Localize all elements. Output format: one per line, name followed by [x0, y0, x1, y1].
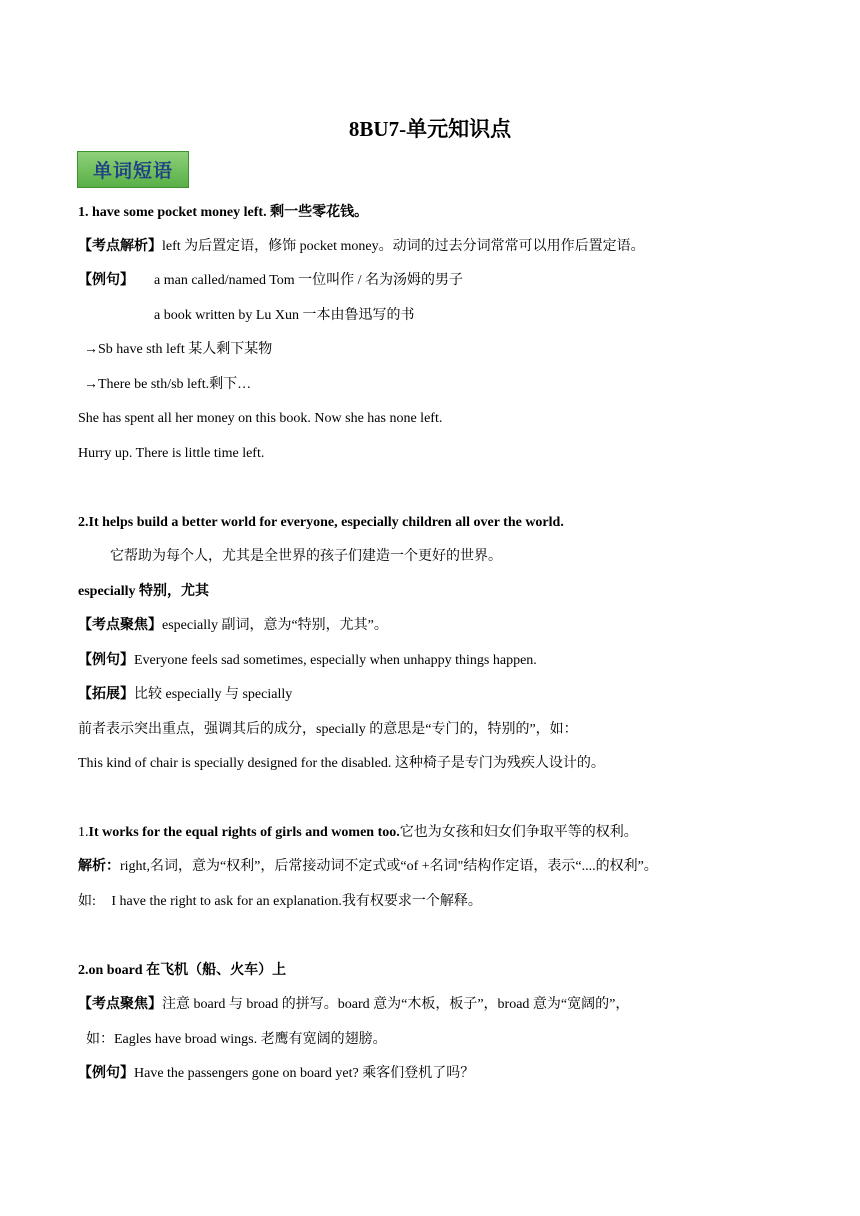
page-title: 8BU7-单元知识点 — [348, 117, 512, 141]
s4-focus-text: 注意 board 与 broad 的拼写。board 意为“木板，板子”，broad 意为“宽阔的”， — [162, 997, 630, 1012]
section-badge: 单词短语 — [77, 151, 189, 188]
s4-example — [78, 1065, 778, 1083]
s3-heading-bold: It works for the equal rights of girls and women too. — [88, 825, 400, 840]
s2-sample: This kind of chair is specially designed for the disabled. 这种椅子是专门为残疾人设计的。 — [78, 756, 605, 771]
s2-example-label: 【例句】 — [78, 653, 134, 668]
s2-focus — [78, 617, 778, 635]
s1-analysis-text: left 为后置定语，修饰 pocket money。动词的过去分词常常可以用作后置定语。 — [162, 239, 645, 254]
s2-example — [78, 652, 778, 670]
s3-analysis — [78, 858, 778, 876]
s3-heading — [78, 824, 778, 842]
s2-focus-label: 【考点聚焦】 — [78, 618, 162, 633]
s2-heading: 2.It helps build a better world for everyone, especially children all over the world. — [78, 515, 564, 530]
s1-sentence2: Hurry up. There is little time left. — [78, 446, 265, 461]
s2-extend-label: 【拓展】 — [78, 687, 134, 702]
s4-example-inline: 如：Eagles have broad wings. 老鹰有宽阔的翅膀。 — [86, 1032, 387, 1047]
s1-example1: a man called/named Tom 一位叫作 / 名为汤姆的男子 — [154, 273, 464, 288]
s1-analysis-label: 【考点解析】 — [78, 239, 162, 254]
s2-extend — [78, 686, 778, 704]
s2-word: especially 特别，尤其 — [78, 584, 210, 599]
s1-arrow2: →There be sth/sb left.剩下… — [84, 377, 252, 392]
s4-example-text: Have the passengers gone on board yet? 乘客们登机了吗？ — [134, 1066, 475, 1081]
s2-example-text: Everyone feels sad sometimes, especially when unhappy things happen. — [134, 653, 537, 668]
s1-example2: a book written by Lu Xun 一本由鲁迅写的书 — [154, 308, 415, 323]
s1-heading: 1. have some pocket money left. 剩一些零花钱。 — [78, 205, 369, 220]
s3-example — [78, 893, 778, 911]
s1-example-label: 【例句】 — [78, 273, 134, 288]
s4-focus — [78, 996, 778, 1014]
s3-num: 1. — [78, 825, 89, 840]
s4-heading: 2.on board 在飞机（船、火车）上 — [78, 963, 287, 978]
s2-translation: 它帮助为每个人，尤其是全世界的孩子们建造一个更好的世界。 — [110, 549, 502, 564]
s2-extend-text: 比较 especially 与 specially — [134, 687, 293, 702]
s3-analysis-text: right,名词，意为“权利”，后常接动词不定式或“of +名词"结构作定语，表示“....的权利”。 — [120, 859, 658, 874]
s2-focus-text: especially 副词，意为“特别，尤其”。 — [162, 618, 388, 633]
s1-arrow1: →Sb have sth left 某人剩下某物 — [84, 342, 273, 357]
s1-example-row — [78, 272, 778, 290]
s3-example-text: I have the right to ask for an explanation.我有权要求一个解释。 — [111, 894, 482, 909]
s4-example-label: 【例句】 — [78, 1066, 134, 1081]
s3-analysis-label: 解析： — [78, 859, 120, 874]
s4-focus-label: 【考点聚焦】 — [78, 997, 162, 1012]
s3-heading-cn: 它也为女孩和妇女们争取平等的权利。 — [399, 825, 638, 840]
s2-explain: 前者表示突出重点，强调其后的成分，specially 的意思是“专门的，特别的”，如： — [78, 722, 578, 737]
s3-example-prefix: 如: — [78, 894, 96, 909]
s1-sentence1: She has spent all her money on this book. Now she has none left. — [78, 411, 443, 426]
s1-analysis — [78, 238, 778, 256]
